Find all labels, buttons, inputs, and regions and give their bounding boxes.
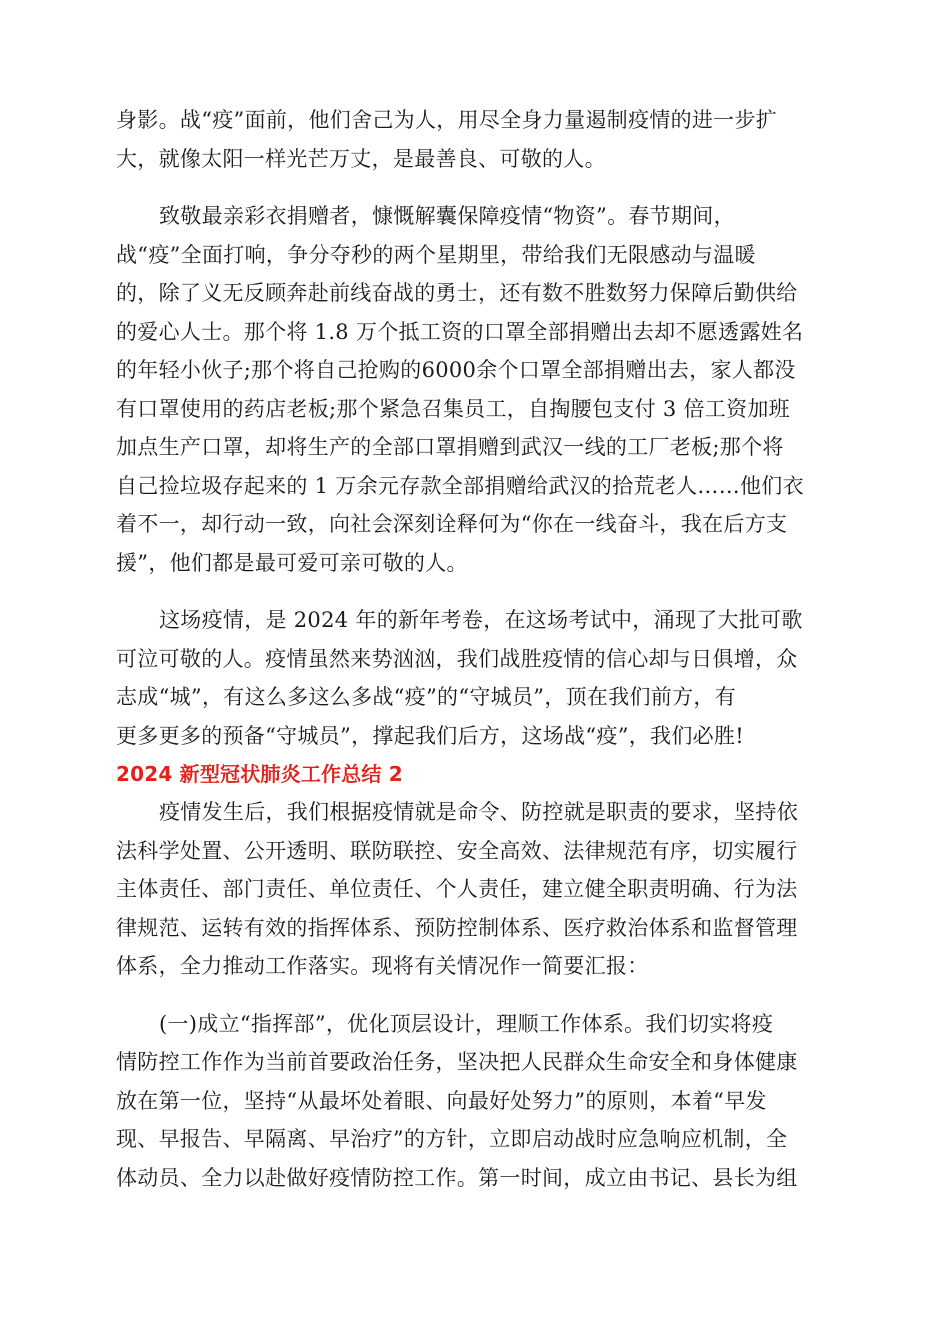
text-line: 主体责任、部门责任、单位责任、个人责任，建立健全职责明确、行为法 (116, 877, 798, 901)
text-line: 加点生产口罩，却将生产的全部口罩捐赠到武汉一线的工厂老板;那个将 (116, 435, 784, 459)
text-line: 放在第一位，坚持“从最坏处着眼、向最好处努力”的原则，本着“早发 (116, 1088, 767, 1113)
text-line: 律规范、运转有效的指挥体系、预防控制体系、医疗救治体系和监督管理 (116, 915, 798, 940)
paragraph-1 (116, 101, 832, 178)
text-line: 有口罩使用的药店老板;那个紧急召集员工，自掏腰包支付 3 倍工资加班 (116, 396, 790, 421)
paragraph-gap (116, 986, 832, 1005)
text-line: 大，就像太阳一样光芒万丈，是最善良、可敬的人。 (116, 146, 606, 171)
paragraph-gap (116, 178, 832, 197)
text-line: 身影。战“疫”面前，他们舍己为人，用尽全身力量遏制疫情的进一步扩 (116, 108, 778, 132)
text-line: 可泣可敬的人。疫情虽然来势汹汹，我们战胜疫情的信心却与日俱增，众 (116, 646, 798, 671)
document-page (116, 101, 832, 1197)
text-line: 情防控工作作为当前首要政治任务，坚决把人民群众生命安全和身体健康 (116, 1050, 798, 1074)
text-line: 这场疫情，是 2024 年的新年考卷，在这场考试中，涌现了大批可歌 (159, 608, 803, 632)
paragraph-4 (116, 793, 832, 986)
text-line: 志成“城”，有这么多这么多战“疫”的“守城员”，顶在我们前方，有 (116, 685, 737, 709)
text-line: 援”，他们都是最可爱可亲可敬的人。 (116, 550, 468, 575)
text-line: 的年轻小伙子;那个将自己抢购的6000余个口罩全部捐赠出去，家人都没 (116, 358, 796, 382)
text-line: (一)成立“指挥部”，优化顶层设计，理顺工作体系。我们切实将疫 (159, 1011, 774, 1036)
text-line: 更多更多的预备“守城员”，撑起我们后方，这场战“疫”，我们必胜! (116, 723, 744, 748)
text-line: 自己捡垃圾存起来的 1 万余元存款全部捐赠给武汉的拾荒老人……他们衣 (116, 473, 804, 498)
paragraph-5 (116, 1005, 832, 1198)
section-heading: 2024 新型冠状肺炎工作总结 2 (116, 762, 403, 786)
text-line: 战“疫”全面打响，争分夺秒的两个星期里，带给我们无限感动与温暖 (116, 242, 756, 267)
paragraph-gap (116, 582, 832, 601)
text-line: 致敬最亲彩衣捐赠者，慷慨解囊保障疫情“物资”。春节期间， (159, 204, 735, 228)
text-line: 的爱心人士。那个将 1.8 万个抵工资的口罩全部捐赠出去却不愿透露姓名 (116, 319, 804, 344)
text-line: 体系，全力推动工作落实。现将有关情况作一简要汇报： (116, 954, 649, 978)
text-line: 着不一，却行动一致，向社会深刻诠释何为“你在一线奋斗，我在后方支 (116, 512, 788, 536)
text-line: 体动员、全力以赴做好疫情防控工作。第一时间，成立由书记、县长为组 (116, 1165, 798, 1190)
text-line: 现、早报告、早隔离、早治疗”的方针，立即启动战时应急响应机制，全 (116, 1127, 788, 1151)
text-line: 疫情发生后，我们根据疫情就是命令、防控就是职责的要求，坚持依 (159, 800, 798, 824)
paragraph-3 (116, 601, 832, 755)
paragraph-2 (116, 197, 832, 582)
text-line: 法科学处置、公开透明、联防联控、安全高效、法律规范有序，切实履行 (116, 838, 798, 863)
text-line: 的，除了义无反顾奔赴前线奋战的勇士，还有数不胜数努力保障后勤供给 (116, 281, 798, 305)
